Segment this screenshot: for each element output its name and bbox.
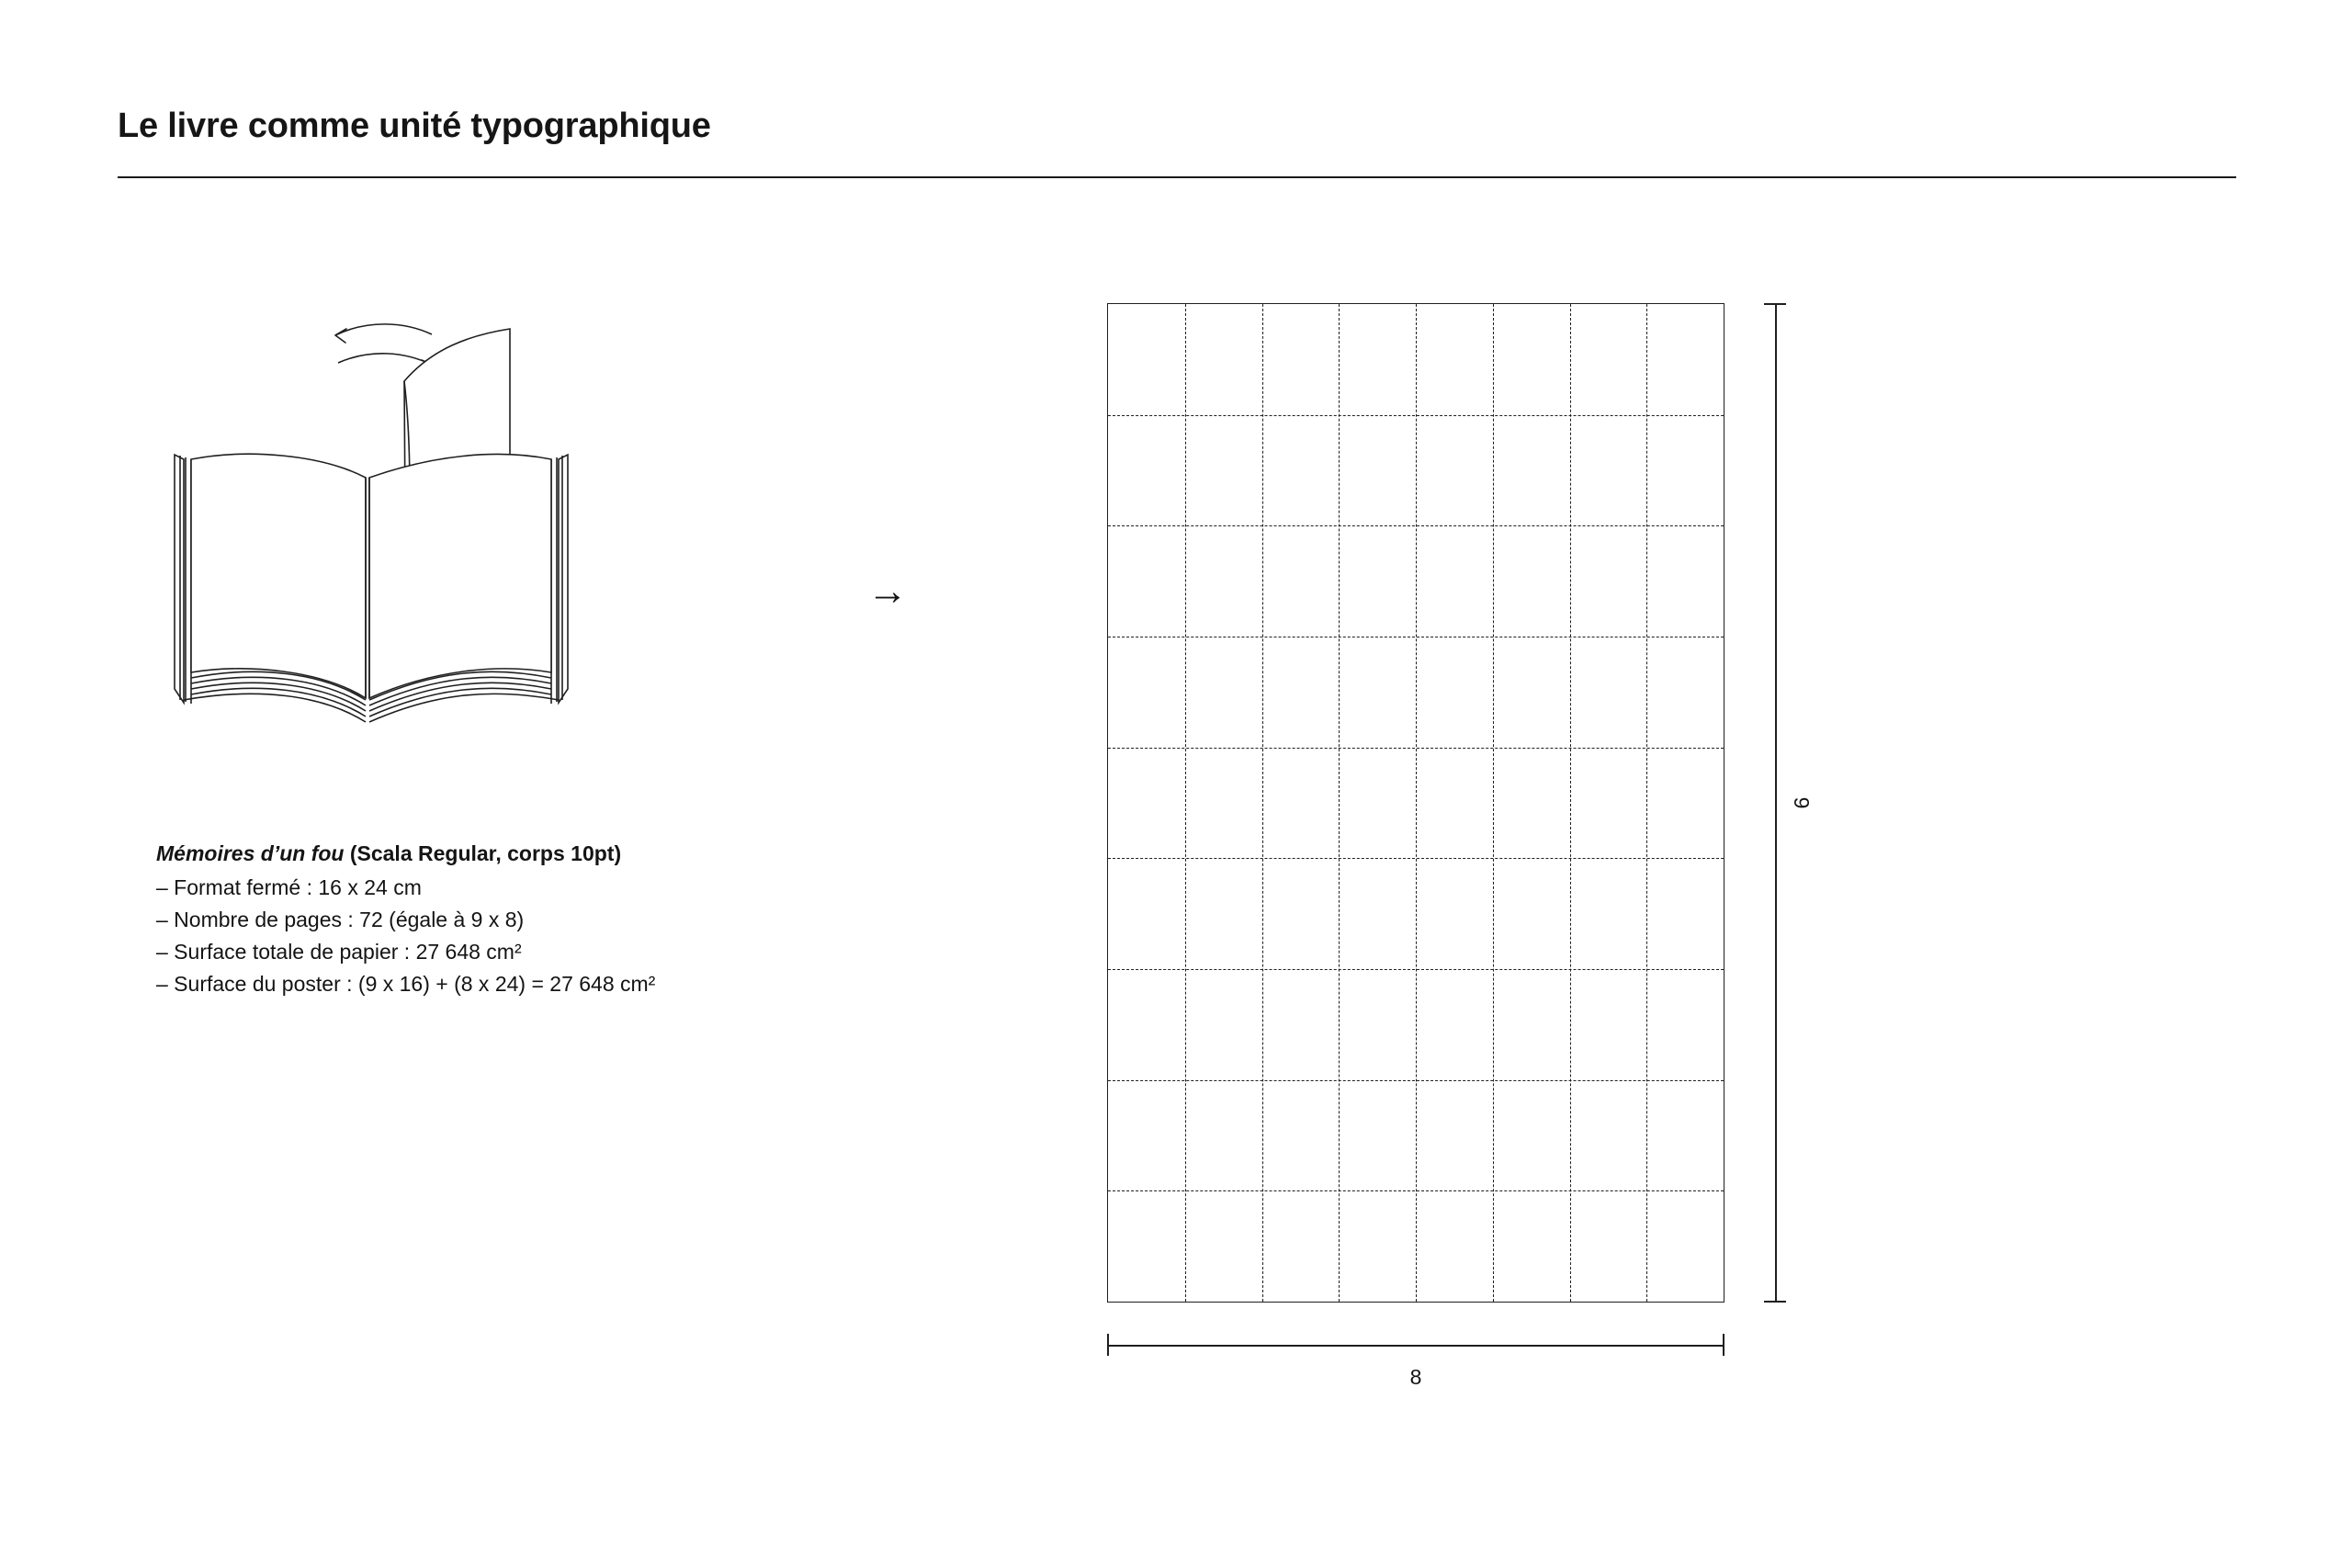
grid-area xyxy=(1107,303,1724,1303)
grid-horizontal-line xyxy=(1108,748,1724,749)
dimension-cap-right xyxy=(1723,1334,1724,1356)
grid-vertical-line xyxy=(1416,304,1417,1302)
height-dimension xyxy=(1764,303,1814,1303)
grid-vertical-line xyxy=(1185,304,1186,1302)
grid-vertical-line xyxy=(1570,304,1571,1302)
grid-horizontal-line xyxy=(1108,1080,1724,1081)
list-item: – Surface totale de papier : 27 648 cm² xyxy=(156,939,522,964)
grid-vertical-line xyxy=(1493,304,1494,1302)
grid-vertical-line xyxy=(1262,304,1263,1302)
grid-horizontal-line xyxy=(1108,1190,1724,1191)
right-arrow-icon: → xyxy=(867,569,908,614)
height-dimension-label: 9 xyxy=(1789,796,1814,809)
caption-title-italic: Mémoires d’un fou xyxy=(156,841,345,865)
grid-vertical-line xyxy=(1339,304,1340,1302)
list-item: – Surface du poster : (9 x 16) + (8 x 24) = 27 648 cm² xyxy=(156,971,656,996)
grid-vertical-line xyxy=(1646,304,1647,1302)
illustration-caption xyxy=(156,838,983,1000)
page-title: Le livre comme unité typographique xyxy=(118,107,711,145)
open-book-illustration xyxy=(138,294,726,808)
grid-horizontal-line xyxy=(1108,969,1724,970)
grid-horizontal-line xyxy=(1108,415,1724,416)
caption-title xyxy=(156,838,983,870)
title-divider xyxy=(118,176,2236,178)
dimension-cap-bottom xyxy=(1764,1301,1786,1303)
list-item: – Nombre de pages : 72 (égale à 9 x 8) xyxy=(156,907,525,931)
width-dimension-label: 8 xyxy=(1409,1365,1422,1389)
poster-grid-diagram xyxy=(1107,303,1724,1303)
dimension-bar-horizontal xyxy=(1107,1345,1724,1347)
grid-horizontal-line xyxy=(1108,858,1724,859)
width-dimension xyxy=(1107,1334,1724,1389)
dimension-bar-vertical xyxy=(1775,303,1777,1303)
grid-horizontal-line xyxy=(1108,525,1724,526)
caption-title-rest: (Scala Regular, corps 10pt) xyxy=(344,841,622,865)
caption-list xyxy=(156,872,983,1000)
list-item: – Format fermé : 16 x 24 cm xyxy=(156,874,422,899)
